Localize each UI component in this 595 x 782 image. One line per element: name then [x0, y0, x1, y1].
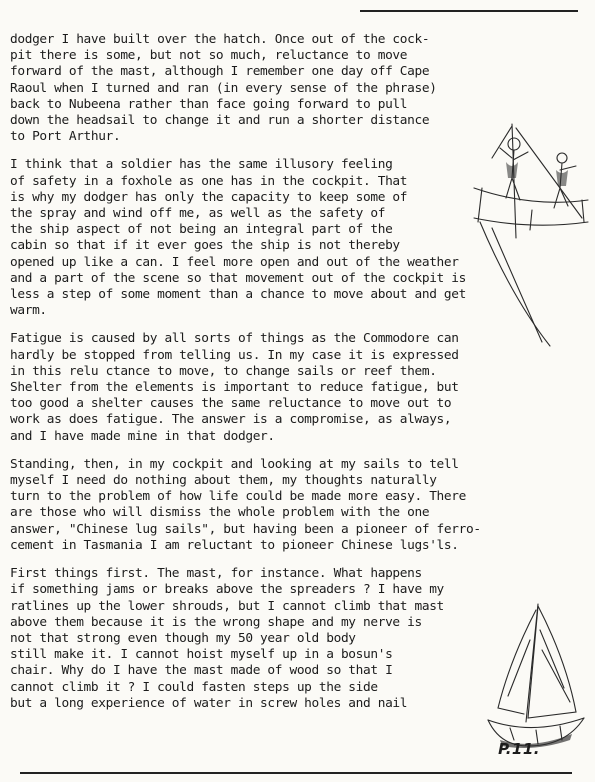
text-line: but a long experience of water in screw holes and nail [10, 695, 408, 711]
text-line: back to Nubeena rather than face going forward to pull [10, 96, 408, 112]
text-line: cabin so that if it ever goes the ship is not thereby [10, 238, 400, 254]
text-line: pit there is some, but not so much, reluctance to move [10, 48, 408, 64]
text-line: answer, "Chinese lug sails", but having been a pioneer of ferro- [10, 521, 481, 537]
text-line: down the headsail to change it and run a shorter distance [10, 113, 430, 129]
text-line: ratlines up the lower shrouds, but I cannot climb that mast [10, 598, 444, 614]
text-line: opened up like a can. I feel more open and out of the weather [10, 254, 459, 270]
text-line: are those who will dismiss the whole problem with the one [10, 505, 430, 521]
text-line: the ship aspect of not being an integral part of the [10, 222, 393, 238]
paragraph-4 [10, 457, 588, 554]
text-line: not that strong even though my 50 year old body [10, 630, 356, 646]
text-line: First things first. The mast, for instance. What happens [10, 566, 422, 582]
text-line: above them because it is the wrong shape and my nerve is [10, 614, 422, 630]
text-line: turn to the problem of how life could be made more easy. There [10, 489, 466, 505]
bottom-rule [20, 772, 572, 774]
text-line: still make it. I cannot hoist myself up in a bosun's [10, 647, 393, 663]
text-line: Shelter from the elements is important to reduce fatigue, but [10, 380, 459, 396]
text-line: in this relu ctance to move, to change sails or reef them. [10, 363, 437, 379]
text-line: Fatigue is caused by all sorts of things as the Commodore can [10, 331, 459, 347]
text-line: myself I need do nothing about them, my thoughts naturally [10, 473, 437, 489]
text-line: forward of the mast, although I remember one day off Cape [10, 64, 430, 80]
text-line: less a step of some moment than a chance to move about and get [10, 287, 466, 303]
text-line: hardly be stopped from telling us. In my case it is expressed [10, 347, 459, 363]
page-number: P.11. [498, 740, 540, 758]
text-line: cannot climb it ? I could fasten steps up the side [10, 679, 378, 695]
text-line: dodger I have built over the hatch. Once out of the cock- [10, 32, 430, 47]
text-line: cement in Tasmania I am reluctant to pioneer Chinese lugs'ls. [10, 537, 459, 553]
text-line: if something jams or breaks above the spreaders ? I have my [10, 582, 444, 598]
text-line: Standing, then, in my cockpit and looking at my sails to tell [10, 456, 459, 472]
text-line: of safety in a foxhole as one has in the cockpit. That [10, 173, 408, 189]
text-line: the spray and wind off me, as well as the safety of [10, 206, 386, 222]
text-line: Raoul when I turned and ran (in every sense of the phrase) [10, 80, 437, 96]
text-line: is why my dodger has only the capacity to keep some of [10, 189, 408, 205]
yacht-sketch-illustration [480, 600, 588, 750]
text-line: and I have made mine in that dodger. [10, 428, 275, 444]
top-rule [360, 10, 578, 12]
text-line: to Port Arthur. [10, 129, 121, 145]
text-line: too good a shelter causes the same reluctance to move out to [10, 396, 452, 412]
text-line: work as does fatigue. The answer is a compromise, as always, [10, 412, 452, 428]
text-line: I think that a soldier has the same illusory feeling [10, 157, 393, 173]
text-line: and a part of the scene so that movement out of the cockpit is [10, 270, 466, 286]
sailors-on-deck-illustration [472, 118, 590, 350]
text-line: chair. Why do I have the mast made of wood so that I [10, 663, 393, 679]
text-line: warm. [10, 303, 47, 319]
